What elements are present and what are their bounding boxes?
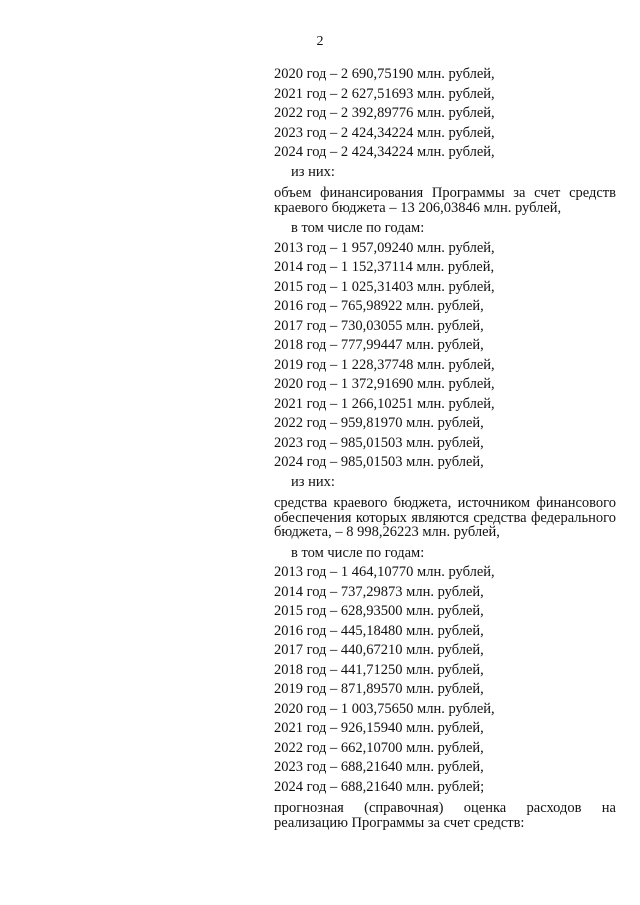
year-line: 2022 год – 2 392,89776 млн. рублей,: [274, 105, 495, 121]
year-line: 2015 год – 628,93500 млн. рублей,: [274, 603, 484, 619]
year-line: 2019 год – 1 228,37748 млн. рублей,: [274, 356, 495, 373]
year-line: 2018 год – 441,71250 млн. рублей,: [274, 661, 484, 678]
page-number: 2: [316, 34, 324, 49]
year-line: 2024 год – 2 424,34224 млн. рублей,: [274, 144, 495, 160]
year-line: 2017 год – 440,67210 млн. рублей,: [274, 642, 484, 658]
year-line: 2013 год – 1 464,10770 млн. рублей,: [274, 564, 495, 580]
document-body: [274, 65, 616, 834]
subheading-by-years: в том числе по годам:: [291, 220, 425, 236]
year-line: 2024 год – 985,01503 млн. рублей,: [274, 454, 484, 470]
year-line: 2016 год – 445,18480 млн. рублей,: [274, 622, 484, 639]
year-line: 2020 год – 1 003,75650 млн. рублей,: [274, 700, 495, 717]
year-line: 2013 год – 1 957,09240 млн. рублей,: [274, 239, 495, 256]
paragraph-regional-budget: объем финансирования Программы за счет средств краевого бюджета – 13 206,03846 млн. рублей,: [274, 185, 616, 216]
subheading-by-years: в том числе по годам:: [291, 544, 425, 561]
year-line: 2022 год – 959,81970 млн. рублей,: [274, 415, 484, 431]
year-line: 2021 год – 926,15940 млн. рублей,: [274, 720, 484, 736]
year-line: 2015 год – 1 025,31403 млн. рублей,: [274, 278, 495, 295]
year-line: 2014 год – 1 152,37114 млн. рублей,: [274, 259, 495, 275]
paragraph-forecast-estimate: прогнозная (справочная) оценка расходов на реализацию Программы за счет средств:: [274, 800, 616, 831]
year-line: 2023 год – 2 424,34224 млн. рублей,: [274, 124, 495, 141]
year-line: 2018 год – 777,99447 млн. рублей,: [274, 337, 484, 353]
year-line: 2017 год – 730,03055 млн. рублей,: [274, 317, 484, 334]
subheading-iz-nih: из них:: [291, 473, 335, 490]
year-line: 2023 год – 688,21640 млн. рублей,: [274, 759, 484, 775]
year-line: 2016 год – 765,98922 млн. рублей,: [274, 298, 484, 314]
year-line: 2022 год – 662,10700 млн. рублей,: [274, 739, 484, 756]
paragraph-federal-sources: средства краевого бюджета, источником финансового обеспечения которых являются средства федерального бюджета, – 8 998,26223 млн. рублей,: [274, 495, 616, 540]
year-line: 2024 год – 688,21640 млн. рублей;: [274, 778, 485, 795]
year-line: 2021 год – 1 266,10251 млн. рублей,: [274, 395, 495, 412]
year-line: 2020 год – 2 690,75190 млн. рублей,: [274, 66, 495, 82]
year-line: 2019 год – 871,89570 млн. рублей,: [274, 681, 484, 697]
year-line: 2014 год – 737,29873 млн. рублей,: [274, 583, 484, 600]
year-line: 2023 год – 985,01503 млн. рублей,: [274, 434, 484, 451]
subheading-iz-nih: из них:: [291, 163, 335, 180]
year-line: 2021 год – 2 627,51693 млн. рублей,: [274, 85, 495, 102]
year-line: 2020 год – 1 372,91690 млн. рублей,: [274, 376, 495, 392]
